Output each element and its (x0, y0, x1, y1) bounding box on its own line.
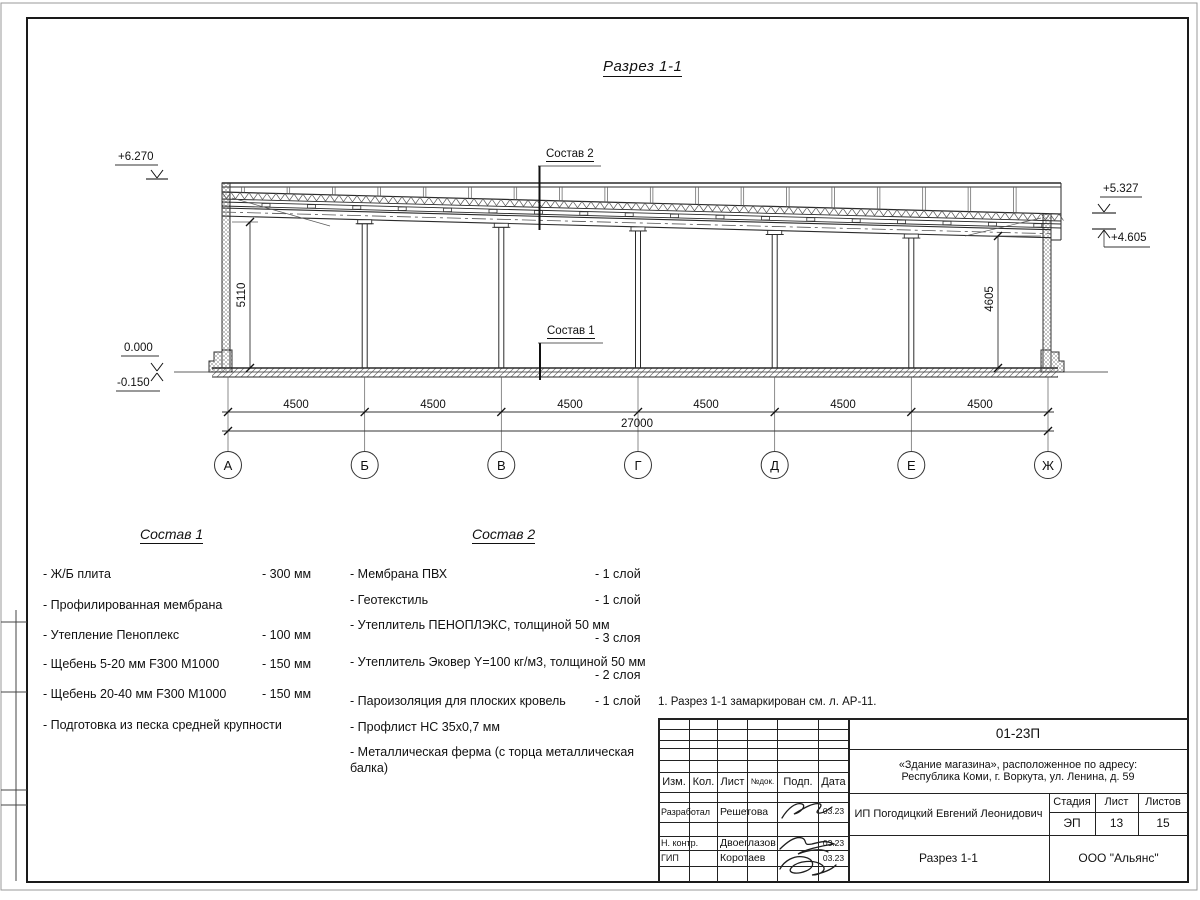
axis-label-zh: Ж (1041, 458, 1055, 473)
signer-name: Двоеглазов (720, 836, 776, 849)
list-value: - 150 мм (262, 657, 312, 671)
sheet-note: 1. Разрез 1-1 замаркирован см. л. АР-11. (658, 696, 877, 708)
list-value: - 300 мм (262, 567, 312, 581)
roof-insulation-zigzag (222, 192, 1064, 221)
sheets-total: 15 (1156, 815, 1170, 830)
elev-zero: 0.000 (124, 342, 153, 354)
signer-name: Решетова (720, 805, 769, 818)
roof-clip (671, 214, 679, 217)
truss-bearing-pad (768, 230, 782, 234)
section-line (151, 170, 157, 178)
roof-clip (534, 211, 542, 214)
list-item: - Профилированная мембрана (43, 598, 223, 612)
list-value: - 1 слой (595, 593, 641, 607)
span-dim-5: 4500 (830, 399, 856, 411)
truss-bearing-pad (494, 223, 508, 227)
span-dim-2: 4500 (420, 399, 446, 411)
title-block (658, 718, 1188, 882)
list-item: - Подготовка из песка средней крупности (43, 718, 282, 732)
list-item: - Геотекстиль (350, 593, 429, 607)
section-line (157, 170, 163, 178)
roof-clip (625, 213, 633, 216)
column-header-ndok: №док. (750, 777, 775, 787)
section-line (222, 202, 1061, 224)
roof-clip (353, 206, 361, 209)
column-header-izm: Изм. (662, 775, 686, 788)
left-wall (222, 183, 230, 368)
column-header-data: Дата (821, 775, 846, 788)
section-line (151, 373, 157, 381)
truss-bearing-pad (631, 227, 645, 231)
list-value: - 100 мм (262, 628, 312, 642)
project-line1: «Здание магазина», расположенное по адресу: (898, 758, 1138, 771)
project-name (853, 749, 1183, 793)
sheet-header: Лист (1104, 796, 1129, 809)
roof-clip (988, 222, 996, 225)
axis-label-a: А (223, 458, 233, 473)
span-dim-6: 4500 (967, 399, 993, 411)
section-line (157, 373, 163, 381)
signer-role: Разработал (661, 806, 710, 817)
roof-clip (262, 203, 270, 206)
roof-clip (398, 207, 406, 210)
roof-clip (761, 217, 769, 220)
list-item: - Утеплитель ПЕНОПЛЭКС, толщиной 50 мм (350, 618, 610, 632)
section-line (222, 206, 1061, 228)
signer-name: Коротаев (720, 851, 766, 864)
roof-clip (489, 209, 497, 212)
section-line (1098, 204, 1104, 212)
composition2-title: Состав 2 (472, 526, 536, 542)
company-name: ООО "Альянс" (1078, 850, 1159, 865)
roof-clip (852, 219, 860, 222)
axis-label-d: Д (770, 458, 780, 473)
section-line (157, 363, 163, 371)
roof-clip (807, 218, 815, 221)
signer-date: 03.23 (822, 853, 845, 864)
section-title: Разрез 1-1 (603, 58, 683, 75)
axis-label-e: Е (906, 458, 916, 473)
section-line (1104, 230, 1110, 238)
section-line (222, 199, 1061, 221)
signer-date: 03.23 (822, 806, 845, 817)
elev-right-upper: +5.327 (1103, 183, 1139, 195)
span-dim-1: 4500 (283, 399, 309, 411)
list-item: - Металлическая ферма (с торца металлическая балка) (350, 745, 635, 775)
sheets-header: Листов (1145, 796, 1181, 809)
composition1-title: Состав 1 (140, 526, 204, 542)
signer-date: 03.23 (822, 837, 845, 848)
elev-top-left: +6.270 (118, 151, 154, 163)
list-item: - Пароизоляция для плоских кровель (350, 694, 566, 708)
roof-clip (943, 221, 951, 224)
section-line (1104, 204, 1110, 212)
column-header-kol: Кол. (692, 775, 715, 788)
truss-bearing-pad (358, 220, 372, 224)
project-line2: Республика Коми, г. Воркута, ул. Ленина, д. 59 (901, 771, 1135, 783)
signer-role: ГИП (661, 852, 679, 863)
list-item: - Утепление Пеноплекс (43, 628, 180, 642)
list-item: - Щебень 5-20 мм F300 М1000 (43, 657, 220, 671)
span-dim-3: 4500 (557, 399, 583, 411)
list-value: - 2 слоя (595, 668, 641, 682)
composition2-leader-label: Состав 2 (546, 148, 594, 160)
list-value: - 3 слоя (595, 631, 641, 645)
list-item: - Ж/Б плита (43, 567, 111, 581)
elev-right-lower: +4.605 (1111, 232, 1147, 244)
roof-clip (307, 205, 315, 208)
stage-header: Стадия (1053, 796, 1091, 809)
client-name: ИП Погодицкий Евгений Леонидович (854, 807, 1043, 820)
sheet-doc-title: Разрез 1-1 (919, 850, 978, 865)
roof-clip (580, 212, 588, 215)
list-item: - Профлист НС 35х0,7 мм (350, 720, 500, 734)
section-line (1098, 230, 1104, 238)
list-item: - Мембрана ПВХ (350, 567, 448, 581)
list-value: - 150 мм (262, 687, 312, 701)
column-header-list: Лист (720, 775, 745, 788)
axis-label-g: Г (634, 458, 642, 473)
list-item: - Утеплитель Эковер Y=100 кг/м3, толщиной 50 мм (350, 655, 646, 669)
sheet-number: 13 (1109, 815, 1124, 830)
section-line (151, 363, 157, 371)
truss-bearing-pad (904, 234, 918, 238)
list-value: - 1 слой (595, 567, 641, 581)
document-code: 01-23П (995, 725, 1041, 741)
list-value: - 1 слой (595, 694, 641, 708)
elev-below-zero: -0.150 (117, 377, 150, 389)
roof-clip (898, 220, 906, 223)
axis-label-v: В (496, 458, 506, 473)
floor-slab (212, 368, 1058, 377)
roof-clip (716, 215, 724, 218)
column-header-podp: Подп. (783, 775, 813, 788)
roof-clip (444, 208, 452, 211)
roof-clip (1034, 224, 1042, 227)
composition1-leader-label: Состав 1 (547, 325, 595, 337)
signer-role: Н. контр. (661, 837, 699, 848)
height-dim-left: 5110 (236, 282, 248, 308)
span-dim-4: 4500 (693, 399, 719, 411)
total-dim: 27000 (621, 418, 653, 430)
height-dim-right: 4605 (984, 286, 996, 312)
axis-label-b: Б (360, 458, 369, 473)
list-item: - Щебень 20-40 мм F300 М1000 (43, 687, 227, 701)
stage-value: ЭП (1063, 815, 1081, 830)
